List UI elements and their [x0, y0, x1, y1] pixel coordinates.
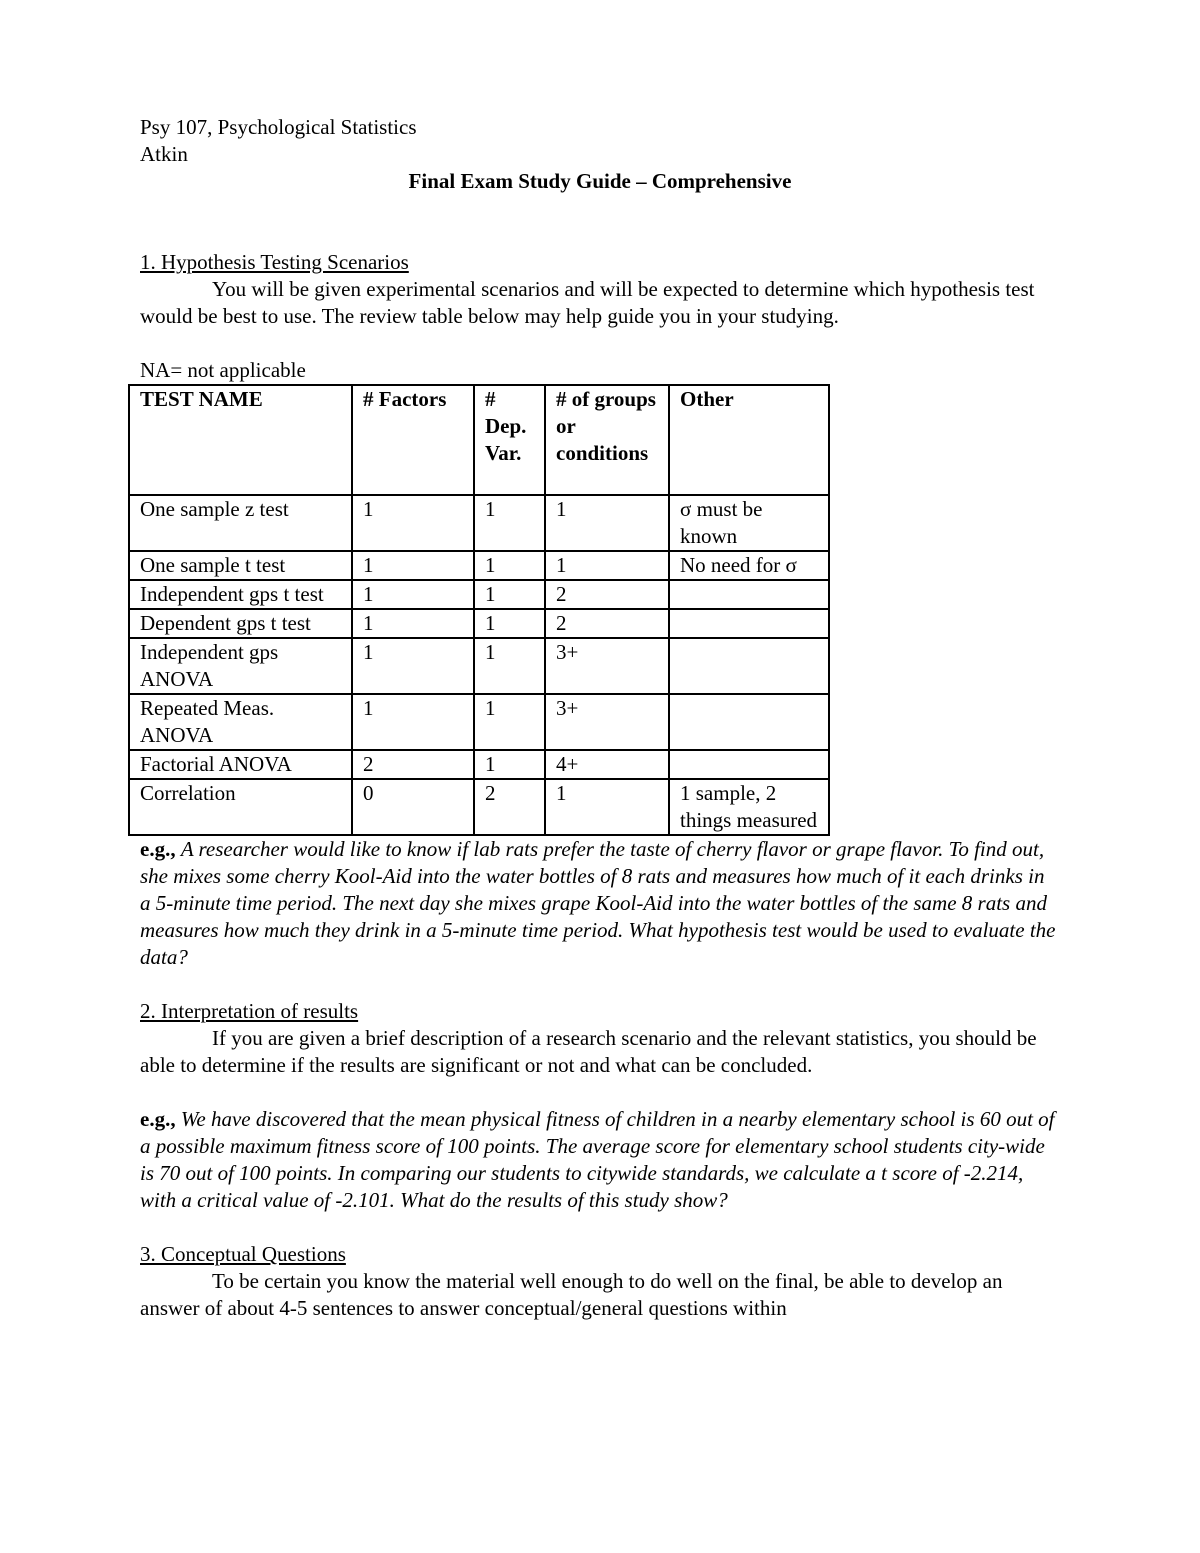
cell-factors: 1	[352, 638, 474, 694]
cell-test-name: Independent gps ANOVA	[129, 638, 352, 694]
table-row	[129, 495, 829, 551]
cell-dep-var: 2	[474, 779, 545, 835]
document-title: Final Exam Study Guide – Comprehensive	[408, 169, 792, 193]
cell-groups: 3+	[545, 694, 669, 750]
document-body	[140, 114, 1060, 1322]
section3-intro: To be certain you know the material well enough to do well on the final, be able to develop an answer of about 4-5 sentences to answer conceptual/general questions within	[140, 1269, 1003, 1320]
cell-other	[669, 580, 829, 609]
cell-dep-var: 1	[474, 580, 545, 609]
section2-example	[140, 1106, 1060, 1214]
header-factors: # Factors	[352, 385, 474, 495]
review-table	[128, 384, 830, 836]
cell-test-name: One sample z test	[129, 495, 352, 551]
cell-dep-var: 1	[474, 638, 545, 694]
table-row	[129, 580, 829, 609]
table-row	[129, 551, 829, 580]
cell-dep-var: 1	[474, 694, 545, 750]
table-row	[129, 779, 829, 835]
cell-dep-var: 1	[474, 609, 545, 638]
cell-groups: 2	[545, 580, 669, 609]
cell-factors: 1	[352, 694, 474, 750]
table-header-row	[129, 385, 829, 495]
cell-groups: 2	[545, 609, 669, 638]
table-row	[129, 750, 829, 779]
cell-dep-var: 1	[474, 495, 545, 551]
instructor-name: Atkin	[140, 142, 188, 166]
cell-other: No need for σ	[669, 551, 829, 580]
cell-other: σ must be known	[669, 495, 829, 551]
cell-test-name: Correlation	[129, 779, 352, 835]
example-text: We have discovered that the mean physical fitness of children in a nearby elementary school is 60 out of a possible maximum fitness score of 100 points. The average score for elementary school students city-wide is 70 out of 100 points. In comparing our students to citywide standards, we calculate a t score of -2.214, with a critical value of -2.101. What do the results of this study show?	[140, 1107, 1055, 1212]
cell-factors: 1	[352, 609, 474, 638]
header-dep-var: # Dep. Var.	[474, 385, 545, 495]
table-row	[129, 609, 829, 638]
cell-factors: 1	[352, 580, 474, 609]
header-test-name: TEST NAME	[129, 385, 352, 495]
cell-other	[669, 609, 829, 638]
cell-factors: 0	[352, 779, 474, 835]
cell-groups: 1	[545, 551, 669, 580]
section2-intro: If you are given a brief description of a research scenario and the relevant statistics, you should be able to determine if the results are significant or not and what can be concluded.	[140, 1026, 1037, 1077]
section3-heading: 3. Conceptual Questions	[140, 1242, 346, 1266]
cell-test-name: Independent gps t test	[129, 580, 352, 609]
table-row	[129, 694, 829, 750]
example-label: e.g.,	[140, 1107, 176, 1131]
cell-factors: 2	[352, 750, 474, 779]
section1-heading: 1. Hypothesis Testing Scenarios	[140, 250, 409, 274]
header-groups: # of groups or conditions	[545, 385, 669, 495]
cell-other	[669, 638, 829, 694]
cell-test-name: Dependent gps t test	[129, 609, 352, 638]
example-label: e.g.,	[140, 837, 176, 861]
cell-other: 1 sample, 2 things measured	[669, 779, 829, 835]
cell-groups: 1	[545, 495, 669, 551]
section2-heading: 2. Interpretation of results	[140, 999, 359, 1023]
table-row	[129, 638, 829, 694]
cell-factors: 1	[352, 551, 474, 580]
cell-groups: 1	[545, 779, 669, 835]
cell-test-name: Factorial ANOVA	[129, 750, 352, 779]
section1-example	[140, 836, 1060, 971]
section1-intro: You will be given experimental scenarios and will be expected to determine which hypothesis test would be best to use. The review table below may help guide you in your studying.	[140, 277, 1035, 328]
cell-dep-var: 1	[474, 750, 545, 779]
cell-dep-var: 1	[474, 551, 545, 580]
cell-factors: 1	[352, 495, 474, 551]
cell-test-name: Repeated Meas. ANOVA	[129, 694, 352, 750]
header-other: Other	[669, 385, 829, 495]
na-note: NA= not applicable	[140, 358, 306, 382]
course-name: Psy 107, Psychological Statistics	[140, 115, 417, 139]
cell-groups: 4+	[545, 750, 669, 779]
example-text: A researcher would like to know if lab rats prefer the taste of cherry flavor or grape flavor. To find out, she mixes some cherry Kool-Aid into the water bottles of 8 rats and measures how much of it each drinks in a 5-minute time period. The next day she mixes grape Kool-Aid into the water bottles of the same 8 rats and measures how much they drink in a 5-minute time period. What hypothesis test would be used to evaluate the data?	[140, 837, 1056, 969]
cell-test-name: One sample t test	[129, 551, 352, 580]
cell-groups: 3+	[545, 638, 669, 694]
cell-other	[669, 694, 829, 750]
cell-other	[669, 750, 829, 779]
